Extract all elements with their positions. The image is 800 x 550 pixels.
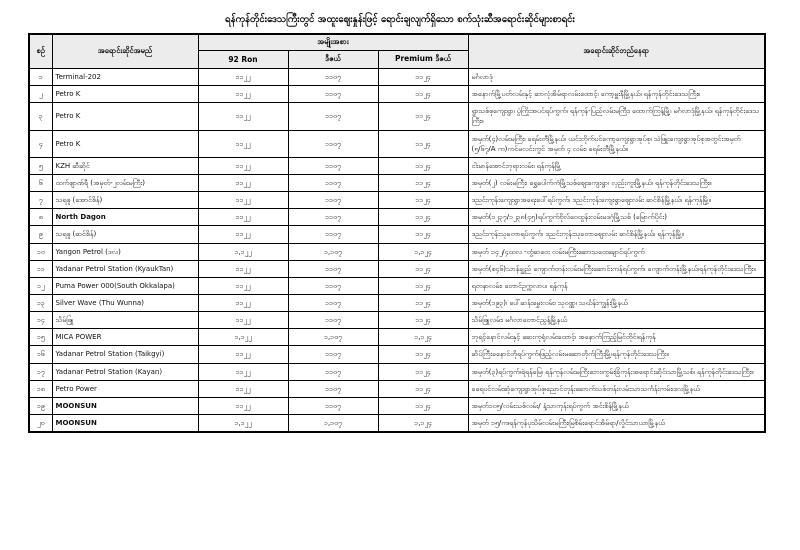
row-number: ၁၉	[29, 397, 52, 414]
price-premium-diesel: ၁၁၂၄	[378, 397, 468, 414]
row-number: ၁၅	[29, 329, 52, 346]
price-diesel: ၁၁၀၇	[288, 157, 378, 174]
price-premium-diesel: ၁၁၂၄	[378, 363, 468, 380]
page-title: ရန်ကုန်တိုင်းဒေသကြီးတွင် အထူးဈေးနှုန်းဖြင့် ရောင်းချလျက်ရှိသော စက်သုံးဆီအရောင်းဆိုင်များစာရင်း	[225, 14, 575, 25]
table-header	[29, 34, 765, 69]
price-premium-diesel: ၁၁၂၄	[378, 260, 468, 277]
price-diesel: ၁,၁၀၇	[288, 329, 378, 346]
station-location: မင်္ဂလာဒုံ	[468, 69, 765, 86]
price-92ron: ၁၁၂၂	[198, 294, 288, 311]
row-number: ၁	[29, 69, 52, 86]
row-number: ၂	[29, 86, 52, 103]
price-premium-diesel: ၁၁၂၄	[378, 103, 468, 130]
price-diesel: ၁၁၀၇	[288, 226, 378, 243]
table-row	[29, 414, 765, 432]
station-name: Petro K	[52, 130, 198, 157]
station-location: အမှတ်(၄)လမ်းမကြီး၊ ခရမ်းတီမြို့နယ်၊ ယင်းတိုက်ပင်ကော့ကျေးရွာအုပ်စု၊ သဲဖြူးကျေးရွာအုပ်စုအတွင်းအမှတ် (၅/၆၇/A က)ကင်မလင်းကွင် အမှတ် ၄ လမ်း၊ ခရမ်းတီမြို့နယ်။	[468, 130, 765, 157]
row-number: ၁၀	[29, 243, 52, 260]
price-92ron: ၁၁၂၂	[198, 226, 288, 243]
row-number: ၁၈	[29, 380, 52, 397]
price-diesel: ၁၁၀၇	[288, 312, 378, 329]
table-row	[29, 312, 765, 329]
table-row	[29, 226, 765, 243]
price-premium-diesel: ၁,၁၂၄	[378, 414, 468, 432]
price-92ron: ၁၁၂၂	[198, 363, 288, 380]
price-diesel: ၁၁၀၇	[288, 130, 378, 157]
row-number: ၄	[29, 130, 52, 157]
price-premium-diesel: ၁၁၂၄	[378, 69, 468, 86]
price-premium-diesel: ၁၁၂၄	[378, 86, 468, 103]
price-diesel: ၁,၁၀၇	[288, 414, 378, 432]
price-diesel: ၁၁၀၇	[288, 380, 378, 397]
price-premium-diesel: ၁၁၂၄	[378, 157, 468, 174]
station-name: Petro Power	[52, 380, 198, 397]
price-diesel: ၁၁၀၇	[288, 69, 378, 86]
station-name: ထက်ဈာဏ်ရီ (အမှတ်-၂လမ်းမကြီး)	[52, 174, 198, 191]
station-location: သိမ်ဖြူလမ်း၊ မင်္ဂလာတောင်ညွန့်မြို့နယ်	[468, 312, 765, 329]
price-92ron: ၁၁၂၂	[198, 192, 288, 209]
station-location: ခရေပင်လမ်းဆုံကျေးရွာအုပ်စု၊ညောင်တုန်းဆောက်သစ်တန်းလမ်းသာသင်္ကန်းကမ်း၊ဒလမြို့နယ်	[468, 380, 765, 397]
table-row	[29, 346, 765, 363]
price-premium-diesel: ၁၁၂၄	[378, 209, 468, 226]
price-92ron: ၁၁၂၂	[198, 69, 288, 86]
column-header-92ron: 92 Ron	[198, 51, 288, 69]
table-row	[29, 209, 765, 226]
station-location: အမှတ် ၁၅/က၊ရန်ကုန်ပုသိမ်လမ်းမကြီး၊မြစိမ်းရောင်အိမ်ရာ/လှိုင်သာယာမြို့နယ်	[468, 414, 765, 432]
station-location: အမှတ်(စ၄၆)သာန်ချွည် ကျောက်တန်းလမ်းမကြီးဆောင်းကန်ရပ်ကွက်၊ ကျောက်တန်းမြို့နယ်၊ရန်ကုန်တိုင်းဒေသကြီး။	[468, 260, 765, 277]
price-92ron: ၁၁၂၂	[198, 157, 288, 174]
table-row	[29, 69, 765, 86]
table-row	[29, 294, 765, 311]
price-premium-diesel: ၁,၁၂၄	[378, 243, 468, 260]
price-diesel: ၁၁၀၇	[288, 346, 378, 363]
station-location: အမှတ်(၃)ရပ်ကွက်၊ရဲရန်မြေ၊ ရန်ကုန်လမ်းမကြီးဘေး၊ကွမ်းခြံကုန်းအရောင်းဆိုင်၊သာမြို့သစ်၊ ရန်ကုန်တိုင်းဒေသကြီး။	[468, 363, 765, 380]
table-row	[29, 103, 765, 130]
table-row	[29, 243, 765, 260]
row-number: ၁၆	[29, 346, 52, 363]
price-diesel: ၁၁၀၇	[288, 174, 378, 191]
row-number: ၁၄	[29, 312, 52, 329]
station-location: အမှတ် ၁၄၂/၄ထလ -တွံဆဝေး လမ်းမကြီးဆောသဝေးချောင်ရပ်ကွက်	[468, 243, 765, 260]
price-premium-diesel: ၁,၁၂၄	[378, 329, 468, 346]
price-premium-diesel: ၁၁၂၄	[378, 346, 468, 363]
price-diesel: ၁၁၀၇	[288, 192, 378, 209]
table-row	[29, 277, 765, 294]
table-row	[29, 363, 765, 380]
row-number: ၁၁	[29, 260, 52, 277]
table-row	[29, 157, 765, 174]
price-92ron: ၁၁၂၂	[198, 260, 288, 277]
price-diesel: ၁၁၀၇	[288, 363, 378, 380]
station-location: ရွာသစ်စုကျေးရွာ၊ ပွဲကြိုးအပင်ရပ်ကွက်၊ ရန်ကုန်-ပြည်လမ်းမကြီး၊ ထောက်ကြန့်မြို့၊ မင်္ဂလာဒုံမြို့နယ်၊ ရန်ကုန်တိုင်းဒေသကြီး။	[468, 103, 765, 130]
row-number: ၈	[29, 209, 52, 226]
price-diesel: ၁၁၀၇	[288, 209, 378, 226]
price-diesel: ၁၁၀၇	[288, 397, 378, 414]
column-header-no: စဉ်	[29, 34, 52, 69]
price-92ron: ၁၁၂၂	[198, 277, 288, 294]
price-premium-diesel: ၁၁၂၄	[378, 130, 468, 157]
row-number: ၁၂	[29, 277, 52, 294]
price-premium-diesel: ၁၁၂၄	[378, 192, 468, 209]
price-diesel: ၁၁၀၇	[288, 260, 378, 277]
price-92ron: ၁၁၂၂	[198, 312, 288, 329]
station-location: ရတနာလမ်း၊ တောင်ဥက္ကလာပ၊ ရန်ကုန်	[468, 277, 765, 294]
column-header-station-name: အရောင်းဆိုင်အမည်	[52, 34, 198, 69]
station-name: Petro K	[52, 86, 198, 103]
table-row	[29, 397, 765, 414]
station-name: Yadanar Petrol Station (KyaukTan)	[52, 260, 198, 277]
row-number: ၆	[29, 174, 52, 191]
station-location: ဒညင်းကုန်းကျေးရွာအရေးပေါ်ရပ်ကွက်၊ ဒညင်းကုန်းကျေးရွာဈေးလမ်း ဆင်စိန်မြို့နယ်၊ ရန်ကုန်မြို့။	[468, 192, 765, 209]
station-name: Yadanar Petrol Station (Kayan)	[52, 363, 198, 380]
price-92ron: ၁၁၂၂	[198, 86, 288, 103]
station-name: သရဖူ (ဆင်စိန်)	[52, 226, 198, 243]
price-92ron: ၁၁၂၂	[198, 174, 288, 191]
station-location: အမှတ်၁၀၅/လမ်းသစ်လမ်း/ နံ့သာကုန်းရပ်ကွက် အင်းစိန်မြို့နယ်	[468, 397, 765, 414]
price-92ron: ၁၁၂၂	[198, 380, 288, 397]
station-name: MOONSUN	[52, 414, 198, 432]
price-premium-diesel: ၁၁၂၄	[378, 226, 468, 243]
price-diesel: ၁၁၀၇	[288, 277, 378, 294]
column-header-premium-diesel: Premium ဒီဇယ်	[378, 51, 468, 69]
row-number: ၇	[29, 192, 52, 209]
row-number: ၁၇	[29, 363, 52, 380]
table-body	[29, 69, 765, 433]
price-premium-diesel: ၁၁၂၄	[378, 174, 468, 191]
table-row	[29, 130, 765, 157]
price-premium-diesel: ၁၁၂၄	[378, 380, 468, 397]
column-header-location: အရောင်းဆိုင်တည်နေရာ	[468, 34, 765, 69]
station-name: MOONSUN	[52, 397, 198, 414]
price-diesel: ၁,၁၀၇	[288, 243, 378, 260]
price-92ron: ၁၁၂၂	[198, 397, 288, 414]
station-name: Puma Power 000(South Okkalapa)	[52, 277, 198, 294]
station-location: အမှတ်(၁၂၃၇/၁၂၃၈(၄၅)ရပ်ကွက်ဗိုလ်ဝေထွန်းလမ်းမဒဂုံမြို့သစ် (မြောက်ပိုင်း)	[468, 209, 765, 226]
table-row	[29, 260, 765, 277]
price-premium-diesel: ၁၁၂၄	[378, 294, 468, 311]
station-name: KZH ဆီဆိုင်	[52, 157, 198, 174]
station-name: Yadanar Petrol Station (Taikgyi)	[52, 346, 198, 363]
row-number: ၁၃	[29, 294, 52, 311]
price-diesel: ၁၁၀၇	[288, 294, 378, 311]
station-name: Terminal-202	[52, 69, 198, 86]
price-diesel: ၁၁၀၇	[288, 86, 378, 103]
station-location: အမှတ်(၂) လမ်းမကြီး၊ ရွှေပေါက်ကံမြို့သစ်ဈေးကျေးရွာ၊ လှည်းကူးမြို့နယ်၊ ရန်ကုန်တိုင်းဒေသကြီး။	[468, 174, 765, 191]
row-number: ၃	[29, 103, 52, 130]
price-92ron: ၁၁၂၂	[198, 209, 288, 226]
station-location: ဆိပ်ကြီးခနောင်တိုရပ်ကွက်၊ဖြည့်လမ်းမဆောတိုက်ကြီးမြို့၊ရန်ကုန်တိုင်းဒေသကြီး။	[468, 346, 765, 363]
table-row	[29, 329, 765, 346]
station-name: သရဖူ (အောင်စိန်)	[52, 192, 198, 209]
table-row	[29, 174, 765, 191]
station-location: ဒညင်းကုန်းသုခတာရပ်ကွက်၊ ဒညင်းကုန်းသုခတာဈေးလမ်း ဆင်စိန်မြို့နယ်၊ ရန်ကုန်မြို့။	[468, 226, 765, 243]
price-92ron: ၁,၁၂၂	[198, 414, 288, 432]
station-location: အမှတ်(၁၉၃)၊ ပေါ်ဆန်းမွှေးလမ်း၊ သုဝဏ္ဏ၊ သင်္ဃန်းကျွန်းမြို့နယ်	[468, 294, 765, 311]
price-92ron: ၁၁၂၂	[198, 130, 288, 157]
station-name: Yangon Petrol (ဒလ)	[52, 243, 198, 260]
price-92ron: ၁၁၂၂	[198, 346, 288, 363]
price-92ron: ၁,၁၂၂	[198, 329, 288, 346]
row-number: ၂၀	[29, 414, 52, 432]
station-name: Petro K	[52, 103, 198, 130]
station-name: MICA POWER	[52, 329, 198, 346]
table-row	[29, 86, 765, 103]
table-row	[29, 380, 765, 397]
station-name: North Dagon	[52, 209, 198, 226]
price-diesel: ၁၁၀၇	[288, 103, 378, 130]
row-number: ၉	[29, 226, 52, 243]
table-row	[29, 192, 765, 209]
row-number: ၅	[29, 157, 52, 174]
price-92ron: ၁၁၂၂	[198, 103, 288, 130]
station-name: Silver Wave (Thu Wunna)	[52, 294, 198, 311]
station-location: အနောက်မြို့ပတ်လမ်းနှင့် ဆာလုံအိမ်ရာလမ်းထောင့်၊ ကော့မှူးနီမြို့နယ်၊ ရန်ကုန်တိုင်းဒေသကြီး။	[468, 86, 765, 103]
column-header-diesel: ဒီဇယ်	[288, 51, 378, 69]
column-header-fuel-type-group: အမျိုးအစား	[198, 34, 468, 51]
station-location: ငါးမာန်အောင်ဘုရားလမ်း၊ ရန်ကုန်မြို့	[468, 157, 765, 174]
price-premium-diesel: ၁၁၂၄	[378, 277, 468, 294]
fuel-price-table	[28, 33, 766, 433]
station-location: ဘုရင့်နောင်လမ်းနှင့် ဆေးကုရုံလမ်းထောင့်၊ အနောက်ကြည့်မြင်တိုင်၊ရန်ကုန်	[468, 329, 765, 346]
price-92ron: ၁,၁၂၂	[198, 243, 288, 260]
station-name: သိမ်ဖြူ	[52, 312, 198, 329]
price-premium-diesel: ၁၁၂၄	[378, 312, 468, 329]
